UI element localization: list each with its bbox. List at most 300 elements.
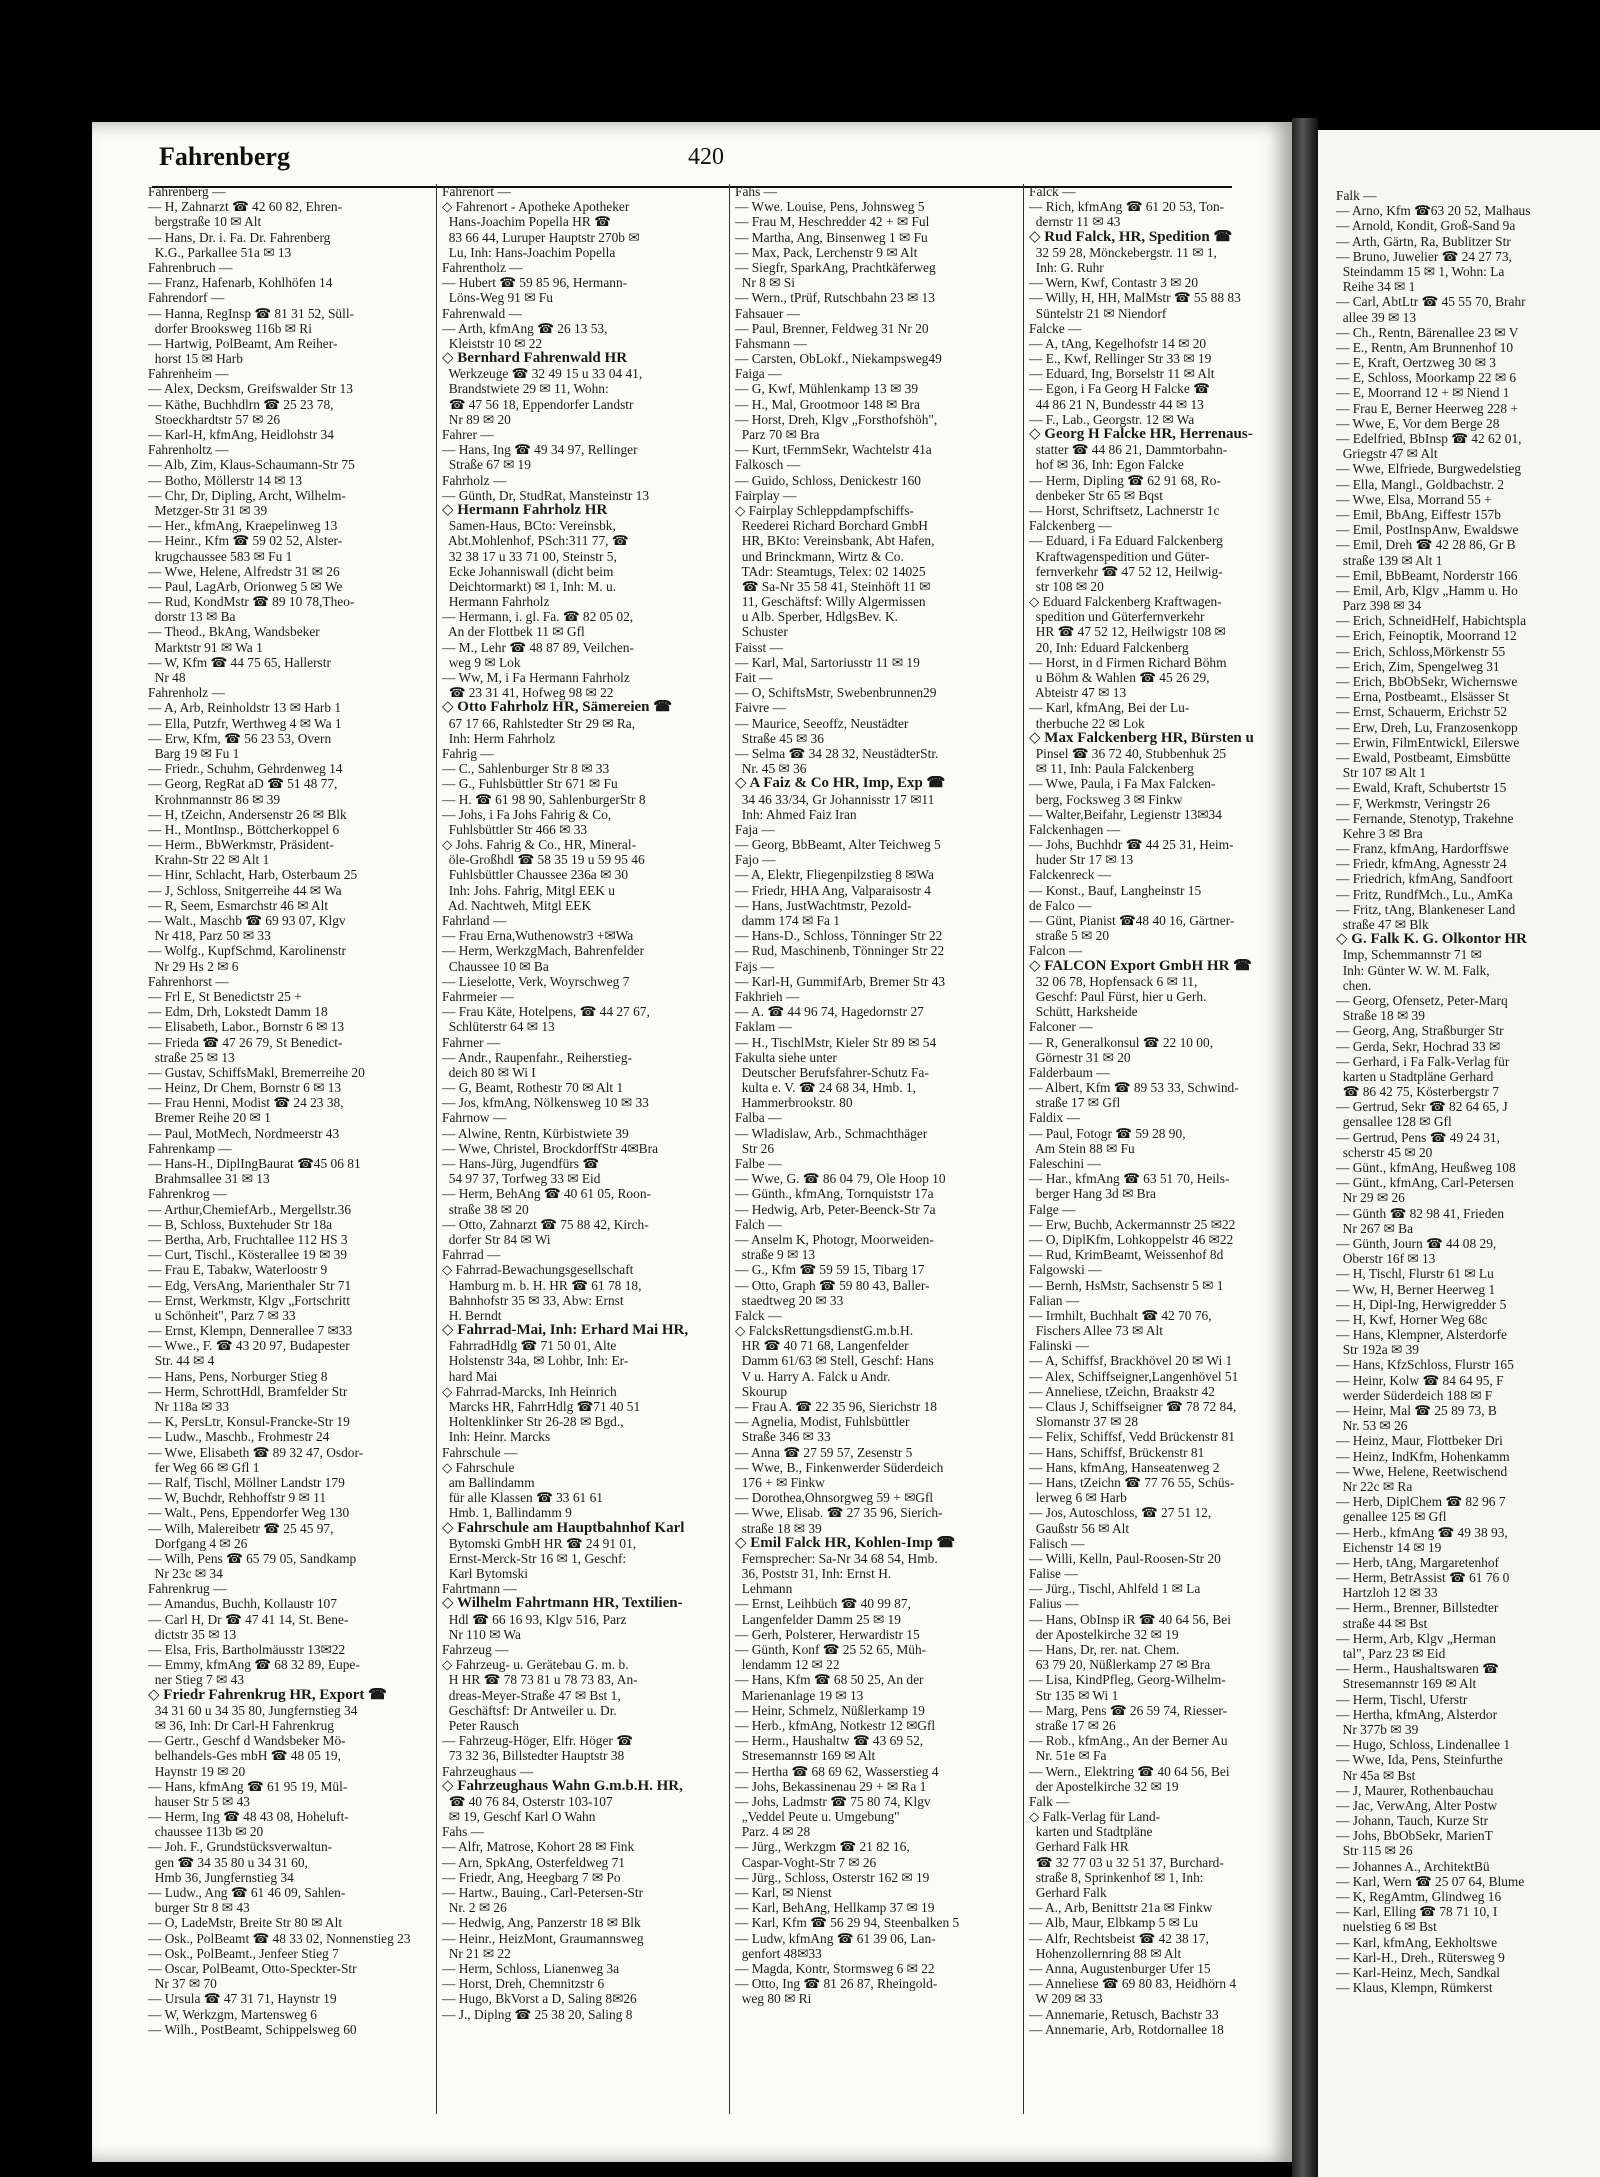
page-header — [92, 142, 1292, 182]
directory-entry-line: 34 46 33/34, Gr Johannisstr 17 ✉11 — [735, 791, 935, 807]
directory-entry-line: — Edm, Drh, Lokstedt Damm 18 — [148, 1004, 328, 1020]
directory-entry-line: — Jürg., Werkzgm ☎ 21 82 16, — [735, 1839, 910, 1855]
directory-entry-line: Straße 45 ✉ 36 — [735, 730, 824, 746]
directory-entry-line: Fuhlsbüttler Str 466 ✉ 33 — [442, 821, 588, 837]
directory-entry-line: Fahrenhorst — — [148, 973, 229, 989]
directory-entry-line: Bremer Reihe 20 ✉ 1 — [148, 1110, 271, 1126]
directory-entry-line: — Anna, Augustenburger Ufer 15 — [1029, 1960, 1211, 1976]
directory-entry-line: ☎ 47 56 18, Eppendorfer Landstr — [442, 396, 634, 412]
directory-entry-line: An der Flottbek 11 ✉ Gfl — [442, 624, 585, 640]
directory-entry-line: — Otto, Ing ☎ 81 26 87, Rheingold- — [735, 1976, 938, 1992]
directory-entry-line: Abteistr 47 ✉ 13 — [1029, 685, 1127, 701]
directory-entry-line: — H, tZeichn, Andersenstr 26 ✉ Blk — [148, 806, 347, 822]
directory-entry-line: Falckenberg — — [1029, 518, 1112, 534]
directory-entry-line: u Böhm & Wahlen ☎ 45 26 29, — [1029, 670, 1210, 685]
directory-entry-line: — Her., kfmAng, Kraepelinweg 13 — [148, 518, 338, 534]
directory-entry-line: — Heinr, Schmelz, Nüßlerkamp 19 — [735, 1702, 925, 1718]
directory-entry-line: — Marg, Pens ☎ 26 59 74, Riesser- — [1029, 1702, 1228, 1718]
directory-entry-line: 44 86 21 N, Bundesstr 44 ✉ 13 — [1029, 396, 1204, 412]
directory-entry-line: — F., Lab., Georgstr. 12 ✉ Wa — [1029, 411, 1195, 427]
directory-entry-line: Krahn-Str 22 ✉ Alt 1 — [148, 852, 270, 868]
directory-entry-line: Gerhard Falk — [1029, 1885, 1107, 1900]
directory-entry-line: — Albert, Kfm ☎ 89 53 33, Schwind- — [1029, 1080, 1239, 1096]
directory-entry-line: — Herm, Dipling ☎ 62 91 68, Ro- — [1029, 472, 1221, 488]
directory-entry-line: Stoeckhardtstr 57 ✉ 26 — [148, 411, 281, 427]
directory-entry-line: — Herm, SchrottHdl, Bramfelder Str — [148, 1383, 348, 1399]
directory-entry-line: — A., Arb, Benittstr 21a ✉ Finkw — [1029, 1900, 1213, 1916]
directory-entry-line: straße 9 ✉ 13 — [735, 1247, 816, 1263]
directory-entry-line: Inh: Günter W. W. M. Falk, — [1336, 962, 1490, 978]
directory-entry-line: — Walt., Pens, Eppendorfer Weg 130 — [148, 1505, 350, 1521]
directory-entry-line: Lehmann — [735, 1581, 793, 1597]
directory-entry-line: straße 47 ✉ Blk — [1336, 917, 1429, 932]
directory-entry-line: Bahnhofstr 35 ✉ 33, Abw: Ernst — [442, 1292, 624, 1308]
directory-entry-line: — Ernst, Klempn, Dennerallee 7 ✉33 — [148, 1323, 353, 1339]
directory-entry-line: — Erich, Zim, Spengelweg 31 — [1336, 658, 1500, 674]
directory-entry-line: Falius — — [1029, 1596, 1079, 1612]
directory-entry-line: — Wwe, Helene, Alfredstr 31 ✉ 26 — [148, 563, 340, 579]
directory-entry-line: Fahrholz — — [442, 472, 507, 488]
directory-entry-line: Fahrentholz — — [442, 259, 523, 275]
directory-entry-line: 176 + ✉ Finkw — [735, 1474, 825, 1490]
directory-entry-line: — Hans, JustWachtmstr, Pezold- — [735, 897, 912, 913]
column-divider — [729, 184, 730, 2114]
directory-entry-line: — Ch., Rentn, Bärenallee 23 ✉ V — [1336, 324, 1519, 340]
directory-entry-line: — Har., kfmAng ☎ 63 51 70, Heils- — [1029, 1171, 1230, 1187]
directory-entry-line: — H, Zahnarzt ☎ 42 60 82, Ehren- — [148, 199, 343, 215]
directory-entry-line: — Herm, Ing ☎ 48 43 08, Hoheluft- — [148, 1809, 349, 1825]
directory-entry-line: — Hans, Dr. i. Fa. Dr. Fahrenberg — [148, 229, 331, 245]
directory-entry-line: FahrradHdlg ☎ 71 50 01, Alte — [442, 1338, 617, 1354]
directory-entry-line: Bytomski GmbH HR ☎ 24 91 01, — [442, 1535, 637, 1551]
directory-entry-line: — Annemarie, Arb, Rotdornallee 18 — [1029, 2021, 1224, 2037]
directory-entry-line: — Ludw., Ang ☎ 61 46 09, Sahlen- — [148, 1885, 346, 1900]
directory-entry-line: 11, Geschäftsf: Willy Algermissen — [735, 594, 926, 610]
directory-entry-line: — Paul, Brenner, Feldweg 31 Nr 20 — [735, 320, 929, 336]
directory-entry-line: — O, DiplKfm, Lohkoppelstr 46 ✉22 — [1029, 1231, 1234, 1247]
directory-entry-line: — Fritz, RundfMch., Lu., AmKa — [1336, 886, 1513, 902]
directory-entry-line: — Ludw, kfmAng ☎ 61 39 06, Lan- — [735, 1930, 936, 1946]
directory-entry-line: — Heinr., Kfm ☎ 59 02 52, Alster- — [148, 533, 343, 549]
directory-entry-line: hof ✉ 36, Inh: Egon Falcke — [1029, 457, 1184, 473]
directory-entry-line: ✉ 11, Inh: Paula Falckenberg — [1029, 761, 1194, 777]
directory-entry-line: — Gerhard, i Fa Falk-Verlag für — [1336, 1053, 1510, 1069]
directory-entry-line: Nr 45a ✉ Bst — [1336, 1767, 1416, 1783]
directory-entry-line: — Dorothea,Ohnsorgweg 59 + ✉Gfl — [735, 1490, 934, 1506]
directory-entry-line: Gerhard Falk HR — [1029, 1839, 1129, 1855]
directory-entry-line: ◇ Hermann Fahrholz HR — [442, 502, 608, 518]
directory-entry-line: — Emil, PostInspAnw, Ewaldswe — [1336, 522, 1519, 538]
directory-entry-line: — G, Kwf, Mühlenkamp 13 ✉ 39 — [735, 381, 919, 397]
directory-entry-line: Fahrland — — [442, 913, 507, 928]
directory-entry-line: Brandstwiete 29 ✉ 11, Wohn: — [442, 381, 609, 397]
directory-entry-line: — J, Maurer, Rothenbauchau — [1336, 1782, 1494, 1798]
directory-entry-line: öle-Großhdl ☎ 58 35 19 u 59 95 46 — [442, 852, 645, 868]
directory-entry-line: krugchaussee 583 ✉ Fu 1 — [148, 548, 293, 564]
directory-entry-line: — Wern., tPrüf, Rutschbahn 23 ✉ 13 — [735, 290, 935, 306]
directory-entry-line: Nr 418, Parz 50 ✉ 33 — [148, 928, 271, 944]
directory-entry-line: straße 17 ✉ Gfl — [1029, 1095, 1121, 1111]
directory-entry-line: Inh: Heinr. Marcks — [442, 1429, 551, 1445]
directory-entry-line: — Elsa, Fris, Bartholmäusstr 13✉22 — [148, 1642, 346, 1657]
directory-entry-line: ◇ Friedr Fahrenkrug HR, Export ☎ — [148, 1687, 387, 1703]
directory-entry-line: Falbe — — [735, 1156, 782, 1171]
directory-entry-line: — Friedr, HHA Ang, Valparaisostr 4 — [735, 882, 931, 898]
directory-entry-line: Falckenreck — — [1029, 867, 1112, 883]
directory-entry-line: — Gertrud, Sekr ☎ 82 64 65, J — [1336, 1099, 1508, 1115]
directory-entry-line: — Wwe, Elisabeth ☎ 89 32 47, Osdor- — [148, 1444, 364, 1460]
directory-entry-line: — Gustav, SchiffsMakl, Bremerreihe 20 — [148, 1064, 365, 1080]
directory-entry-line: — W, Werkzgm, Martensweg 6 — [148, 2006, 318, 2022]
directory-entry-line: — Georg, BbBeamt, Alter Teichweg 5 — [735, 837, 941, 853]
directory-entry-line: Nr 118a ✉ 33 — [148, 1399, 230, 1414]
directory-entry-line: gen ☎ 34 35 80 u 34 31 60, — [148, 1854, 308, 1870]
directory-entry-line: Haynstr 19 ✉ 20 — [148, 1763, 246, 1779]
directory-entry-line: nuelstieg 6 ✉ Bst — [1336, 1919, 1437, 1935]
directory-entry-line: Nr 29 Hs 2 ✉ 6 — [148, 958, 239, 974]
directory-entry-line: Gaußstr 56 ✉ Alt — [1029, 1520, 1130, 1536]
directory-entry-line: Falge — — [1029, 1201, 1076, 1217]
directory-entry-line: — H, Dipl-Ing, Herwigredder 5 — [1336, 1296, 1507, 1312]
directory-entry-line: — Wwe, E, Vor dem Berge 28 — [1336, 415, 1500, 431]
directory-entry-line: — Hans, tZeichn ☎ 77 76 55, Schüs- — [1029, 1474, 1235, 1490]
directory-entry-line: — Herm, BetrAssist ☎ 61 76 0 — [1336, 1570, 1510, 1586]
directory-entry-line: Stresemannstr 169 ✉ Alt — [1336, 1676, 1477, 1692]
directory-entry-line: straße 44 ✉ Bst — [1336, 1615, 1428, 1631]
directory-entry-line: Fakulta siehe unter — [735, 1049, 837, 1065]
directory-entry-line: — Ella, Mangl., Goldbachstr. 2 — [1336, 476, 1505, 492]
directory-entry-line: Kleiststr 10 ✉ 22 — [442, 335, 543, 351]
directory-entry-line: Reihe 34 ✉ 1 — [1336, 279, 1416, 295]
column-2 — [442, 184, 725, 2022]
column-divider — [1023, 184, 1024, 2114]
directory-entry-line: u Alb. Sperber, HdlgsBev. K. — [735, 609, 898, 625]
directory-entry-line: — Hans, KfzSchloss, Flurstr 165 — [1336, 1357, 1514, 1373]
directory-entry-line: Abt.Mohlenhof, PSch:311 77, ☎ — [442, 533, 629, 549]
directory-entry-line: — Frau M, Heschredder 42 + ✉ Ful — [735, 214, 930, 230]
directory-entry-line: — Emil, BbAng, Eiffestr 157b — [1336, 506, 1501, 522]
directory-entry-line: straße 38 ✉ 20 — [442, 1201, 529, 1217]
directory-entry-line: Hermann Fahrholz — [442, 594, 550, 610]
directory-entry-line: — K, PersLtr, Konsul-Francke-Str 19 — [148, 1414, 350, 1430]
directory-entry-line: Str 26 — [735, 1140, 775, 1156]
directory-entry-line: Fahrenort — — [442, 184, 511, 199]
directory-entry-line: Falcon — — [1029, 943, 1083, 959]
directory-entry-line: — H. ☎ 61 98 90, SahlenburgerStr 8 — [442, 791, 646, 807]
directory-entry-line: — Günt., kfmAng, Heußweg 108 — [1336, 1160, 1516, 1175]
directory-entry-line: — Johs, i Fa Johs Fahrig & Co, — [442, 806, 612, 822]
directory-entry-line: — H., Mal, Grootmoor 148 ✉ Bra — [735, 396, 920, 412]
directory-entry-line: — Annemarie, Retusch, Bachstr 33 — [1029, 2006, 1219, 2022]
directory-entry-line: — Edg, VersAng, Marienthaler Str 71 — [148, 1277, 352, 1293]
directory-entry-line: — Joh. F., Grundstücksverwaltun- — [148, 1839, 333, 1855]
directory-entry-line: Fahrner — — [442, 1034, 501, 1050]
directory-entry-line: — Gerda, Sekr, Hochrad 33 ✉ — [1336, 1038, 1501, 1054]
directory-entry-line: gensallee 128 ✉ Gfl — [1336, 1114, 1452, 1130]
directory-entry-line: — Erich, BbObSekr, Wichernswe — [1336, 674, 1518, 689]
directory-entry-line: — A, Elektr, Fliegenpilzstieg 8 ✉Wa — [735, 867, 934, 883]
directory-entry-line: straße 5 ✉ 20 — [1029, 928, 1110, 944]
directory-entry-line: — Herm, Arb, Klgv „Herman — [1336, 1630, 1496, 1646]
directory-entry-line: Schütt, Harksheide — [1029, 1004, 1138, 1020]
directory-entry-line: — E, Moorrand 12 + ✉ Niend 1 — [1336, 385, 1510, 401]
directory-entry-line: — Carsten, ObLokf., Niekampsweg49 — [735, 351, 942, 367]
directory-entry-line: ◇ Georg H Falcke HR, Herrenaus- — [1029, 427, 1253, 442]
directory-entry-line: Falian — — [1029, 1292, 1080, 1308]
directory-entry-line: — Herm, BehAng ☎ 40 61 05, Roon- — [442, 1186, 651, 1202]
directory-entry-line: Falba — — [735, 1110, 782, 1126]
directory-entry-line: Fairplay — — [735, 487, 797, 503]
directory-entry-line: ◇ Fahrschule — [442, 1459, 515, 1475]
directory-entry-line: — Hinr, Schlacht, Harb, Osterbaum 25 — [148, 867, 358, 883]
directory-entry-line: — Käthe, Buchhdlrn ☎ 25 23 78, — [148, 396, 334, 412]
directory-entry-line: — Horst, Dreh, Klgv „Forsthofshöh", — [735, 411, 938, 427]
directory-entry-line: — Georg, Ofensetz, Peter-Marq — [1336, 992, 1508, 1008]
directory-entry-line: — Arn, SpkAng, Osterfeldweg 71 — [442, 1854, 625, 1870]
directory-entry-line: Fahrenholz — — [148, 685, 225, 701]
directory-entry-line: — Wwe, Paula, i Fa Max Falcken- — [1029, 776, 1216, 792]
directory-entry-line: — Wwe, G. ☎ 86 04 79, Ole Hoop 10 — [735, 1171, 946, 1187]
directory-entry-line: — Guido, Schloss, Denickestr 160 — [735, 472, 921, 488]
directory-entry-line: Hmb. 1, Ballindamm 9 — [442, 1505, 572, 1521]
directory-entry-line: spedition und Güterfernverkehr — [1029, 609, 1205, 625]
directory-entry-line: — Bertha, Arb, Fruchtallee 112 HS 3 — [148, 1231, 348, 1247]
directory-entry-line: — Wilh., PostBeamt, Schippelsweg 60 — [148, 2021, 357, 2037]
directory-entry-line: straße 25 ✉ 13 — [148, 1049, 235, 1065]
directory-entry-line: Fahrer — — [442, 427, 494, 442]
directory-entry-line: 32 06 78, Hopfensack 6 ✉ 11, — [1029, 973, 1198, 989]
directory-entry-line: — Ewald, Kraft, Schubertstr 15 — [1336, 780, 1507, 796]
directory-entry-line: — Frau A. ☎ 22 35 96, Sierichstr 18 — [735, 1399, 937, 1414]
directory-entry-line: — Ralf, Tischl, Möllner Landstr 179 — [148, 1474, 345, 1490]
directory-entry-line: Slomanstr 37 ✉ 28 — [1029, 1414, 1139, 1430]
directory-entry-line: — Edelfried, BbInsp ☎ 42 62 01, — [1336, 431, 1522, 446]
directory-entry-line: — Hans-Jürg, Jugendfürs ☎ — [442, 1156, 600, 1171]
directory-entry-line: weg 80 ✉ Ri — [735, 1991, 812, 2007]
directory-entry-line: Fahrenkamp — — [148, 1140, 232, 1156]
directory-entry-line: Falinski — — [1029, 1338, 1089, 1354]
directory-entry-line: — Johs, BbObSekr, MarienT — [1336, 1828, 1493, 1844]
directory-entry-line: — F, Werkmstr, Veringstr 26 — [1336, 795, 1490, 811]
directory-entry-line: — Alfr, Rechtsbeist ☎ 42 38 17, — [1029, 1930, 1209, 1946]
directory-entry-line: — Karl-H, GummifArb, Bremer Str 43 — [735, 973, 946, 989]
directory-entry-line: — Johs, Buchhdr ☎ 44 25 31, Heim- — [1029, 837, 1234, 853]
directory-entry-line: — Anna ☎ 27 59 57, Zesenstr 5 — [735, 1444, 913, 1460]
directory-entry-line: — Wwe, Helene, Reetwischend — [1336, 1463, 1508, 1479]
directory-entry-line: — Theod., BkAng, Wandsbeker — [148, 624, 320, 640]
directory-entry-line: — Ww, H, Berner Heerweg 1 — [1336, 1281, 1496, 1297]
directory-entry-line: Geschäftsf: Dr Antweiler u. Dr. — [442, 1702, 617, 1718]
directory-entry-line: Parz 70 ✉ Bra — [735, 427, 820, 442]
directory-entry-line: — Herb., kfmAng, Notkestr 12 ✉Gfl — [735, 1717, 936, 1733]
directory-entry-line: Hartzloh 12 ✉ 33 — [1336, 1585, 1438, 1601]
directory-entry-line: Nr 37 ✉ 70 — [148, 1976, 217, 1992]
directory-entry-line: — Frau Erna,Wuthenowstr3 +✉Wa — [442, 928, 634, 944]
directory-entry-line: — Erw, Buchb, Ackermannstr 25 ✉22 — [1029, 1216, 1236, 1232]
directory-entry-line: — Wwe, Elsa, Morrand 55 + — [1336, 491, 1492, 507]
directory-entry-line: — Hans, Kfm ☎ 68 50 25, An der — [735, 1672, 924, 1688]
facing-page — [1318, 130, 1600, 2177]
directory-entry-line: Kraftwagenspedition und Güter- — [1029, 548, 1210, 564]
directory-entry-line: — O, LadeMstr, Breite Str 80 ✉ Alt — [148, 1915, 343, 1931]
directory-entry-line: — H., TischlMstr, Kieler Str 89 ✉ 54 — [735, 1034, 937, 1050]
directory-entry-line: chen. — [1336, 977, 1372, 993]
directory-entry-line: — Rud, KondMstr ☎ 89 10 78,Theo- — [148, 594, 355, 610]
directory-entry-line: — Herm, Schloss, Lianenweg 3a — [442, 1960, 620, 1976]
directory-entry-line: — Oscar, PolBeamt, Otto-Speckter-Str — [148, 1960, 357, 1976]
directory-entry-line: — Emmy, kfmAng ☎ 68 32 89, Eupe- — [148, 1657, 360, 1673]
directory-entry-line: ner Stieg 7 ✉ 43 — [148, 1672, 245, 1688]
directory-entry-line: — Paul, MotMech, Nordmeerstr 43 — [148, 1125, 340, 1141]
directory-entry-line: — Johs, Ladmstr ☎ 75 80 74, Klgv — [735, 1793, 931, 1809]
directory-entry-line: — Günth, Konf ☎ 25 52 65, Müh- — [735, 1642, 927, 1657]
directory-entry-line: — Paul, LagArb, Orionweg 5 ✉ We — [148, 578, 343, 594]
directory-entry-line: — Alwine, Rentn, Kürbistwiete 39 — [442, 1125, 629, 1141]
directory-entry-line: Fahrschule — — [442, 1444, 518, 1460]
directory-entry-line: — Felix, Schiffsf, Vedd Brückenstr 81 — [1029, 1429, 1235, 1445]
directory-entry-line: — Amandus, Buchh, Kollaustr 107 — [148, 1596, 337, 1612]
directory-entry-line: 83 66 44, Luruper Hauptstr 270b ✉ — [442, 229, 640, 245]
directory-entry-line: ◇ Fahrenort - Apotheke Apotheker — [442, 199, 630, 215]
directory-entry-line: Straße 346 ✉ 33 — [735, 1429, 831, 1445]
directory-entry-line: — Frl E, St Benedictstr 25 + — [148, 988, 302, 1004]
directory-entry-line: — Frieda ☎ 47 26 79, St Benedict- — [148, 1034, 343, 1050]
directory-entry-line: Marcks HR, FahrrHdlg ☎71 40 51 — [442, 1399, 641, 1414]
directory-entry-line: — Friedr, kfmAng, Agnesstr 24 — [1336, 856, 1507, 872]
directory-entry-line: — Heinz, Maur, Flottbeker Dri — [1336, 1433, 1503, 1449]
directory-entry-line: — Wwe, Elfriede, Burgwedelstieg — [1336, 461, 1522, 477]
directory-entry-line: — Hans, kfmAng ☎ 61 95 19, Mül- — [148, 1778, 348, 1794]
directory-entry-line: Fahrenwald — — [442, 305, 522, 321]
directory-entry-line: — Rob., kfmAng., An der Berner Au — [1029, 1733, 1228, 1749]
directory-entry-line: Fahrenholtz — — [148, 442, 229, 458]
directory-entry-line: Falderbaum — — [1029, 1064, 1110, 1080]
directory-entry-line: — O, SchiftsMstr, Swebenbrunnen29 — [735, 685, 937, 701]
directory-entry-line: — Friedr, Ang, Heegbarg 7 ✉ Po — [442, 1869, 621, 1885]
directory-entry-line: Nr 21 ✉ 22 — [442, 1945, 511, 1961]
directory-entry-line: — Günt., kfmAng, Carl-Petersen — [1336, 1175, 1514, 1191]
directory-entry-line: Faiga — — [735, 366, 782, 382]
directory-entry-line: — B, Schloss, Buxtehuder Str 18a — [148, 1216, 333, 1232]
directory-entry-line: Chaussee 10 ✉ Ba — [442, 958, 549, 974]
directory-entry-line: Reederei Richard Borchard GmbH — [735, 518, 928, 534]
directory-entry-line: — Fernande, Stenotyp, Trakehne — [1336, 810, 1514, 826]
directory-entry-line: — Ursula ☎ 47 31 71, Haynstr 19 — [148, 1991, 337, 2007]
directory-entry-line: — E, Kraft, Oertzweg 30 ✉ 3 — [1336, 355, 1496, 371]
directory-entry-line: — Frau E, Tabakw, Waterloostr 9 — [148, 1262, 328, 1278]
directory-entry-line: dernstr 11 ✉ 43 — [1029, 214, 1121, 230]
directory-entry-line: H HR ☎ 78 73 81 u 78 73 83, An- — [442, 1672, 638, 1688]
directory-entry-line: Holtenklinker Str 26-28 ✉ Bgd., — [442, 1414, 624, 1430]
directory-entry-line: karten u Stadtpläne Gerhard — [1336, 1068, 1494, 1084]
directory-entry-line: Fahs — — [735, 184, 778, 199]
directory-entry-line: — Herm, WerkzgMach, Bahrenfelder — [442, 943, 645, 959]
directory-entry-line: — Anselm K, Photogr, Moorweiden- — [735, 1231, 934, 1247]
directory-entry-line: Ecke Johanniswall (dicht beim — [442, 563, 614, 579]
directory-entry-line: Nr 22c ✉ Ra — [1336, 1478, 1413, 1494]
directory-entry-line: — H, Tischl, Flurstr 61 ✉ Lu — [1336, 1266, 1494, 1282]
directory-entry-line: — Günth, Journ ☎ 44 08 29, — [1336, 1235, 1497, 1251]
directory-entry-line: — Hedwig, Arb, Peter-Beenck-Str 7a — [735, 1201, 936, 1217]
directory-entry-line: — Friedr., Schuhm, Gehrdenweg 14 — [148, 761, 343, 777]
directory-entry-line: — Hedwig, Ang, Panzerstr 18 ✉ Blk — [442, 1915, 641, 1931]
directory-entry-line: — Karl-H, kfmAng, Heidlohstr 34 — [148, 427, 334, 442]
directory-entry-line: — Herm., Haushaltswaren ☎ — [1336, 1661, 1499, 1677]
directory-entry-line: ◇ A Faiz & Co HR, Imp, Exp ☎ — [735, 776, 946, 792]
directory-entry-line: Fahsauer — — [735, 305, 801, 321]
directory-entry-line: Fahrenberg — — [148, 184, 226, 199]
directory-entry-line: scherstr 45 ✉ 20 — [1336, 1144, 1433, 1160]
directory-entry-line: Geschf: Paul Fürst, hier u Gerh. — [1029, 988, 1207, 1004]
directory-entry-line: — E., Rentn, Am Brunnenhof 10 — [1336, 339, 1514, 355]
directory-entry-line: Falch — — [735, 1216, 782, 1232]
directory-entry-line: — Irmhilt, Buchhalt ☎ 42 70 76, — [1029, 1307, 1212, 1323]
directory-entry-line: — Magda, Kontr, Stormsweg 6 ✉ 22 — [735, 1960, 935, 1976]
directory-entry-line: Fahrmeier — — [442, 988, 514, 1004]
directory-entry-line: — Emil, BbBeamt, Norderstr 166 — [1336, 567, 1518, 583]
directory-entry-line: — H, Kwf, Horner Weg 68c — [1336, 1311, 1488, 1327]
directory-entry-line: — Jos, kfmAng, Nölkensweg 10 ✉ 33 — [442, 1095, 649, 1111]
directory-entry-line: — Hartw., Bauing., Carl-Petersen-Str — [442, 1885, 644, 1900]
directory-entry-line: — J, Schloss, Snitgerreihe 44 ✉ Wa — [148, 882, 342, 898]
directory-entry-line: Fahrenbruch — — [148, 259, 233, 275]
directory-entry-line: — Hertha ☎ 68 69 62, Wasserstieg 4 — [735, 1763, 939, 1779]
directory-entry-line: — Emil, Arb, Klgv „Hamm u. Ho — [1336, 582, 1518, 598]
directory-entry-line: belhandels-Ges mbH ☎ 48 05 19, — [148, 1748, 341, 1764]
directory-entry-line: — Konst., Bauf, Langheinstr 15 — [1029, 882, 1202, 898]
directory-entry-line: — Horst, Dreh, Chemnitzstr 6 — [442, 1976, 605, 1992]
directory-entry-line: für alle Klassen ☎ 33 61 61 — [442, 1490, 603, 1506]
directory-entry-line: Falck — — [735, 1307, 782, 1323]
directory-entry-line: Dorfgang 4 ✉ 26 — [148, 1535, 248, 1551]
directory-entry-line: — W, Kfm ☎ 44 75 65, Hallerstr — [148, 654, 331, 670]
directory-entry-line: Falkosch — — [735, 457, 801, 473]
directory-entry-line: Griegstr 47 ✉ Alt — [1336, 446, 1438, 462]
directory-entry-line: ◇ Otto Fahrholz HR, Sämereien ☎ — [442, 700, 672, 716]
directory-entry-line: — Hans-D., Schloss, Tönninger Str 22 — [735, 928, 943, 944]
directory-entry-line: — Günt, Pianist ☎48 40 16, Gärtner- — [1029, 913, 1235, 928]
directory-entry-line: — Frau E, Berner Heerweg 228 + — [1336, 400, 1518, 416]
directory-entry-line: — Klaus, Klempn, Rümkerst — [1336, 1980, 1493, 1996]
directory-entry-line: genallee 125 ✉ Gfl — [1336, 1509, 1447, 1525]
directory-entry-line: ◇ Eduard Falckenberg Kraftwagen- — [1029, 594, 1222, 610]
directory-entry-line: Schlüterstr 64 ✉ 13 — [442, 1019, 555, 1035]
directory-entry-line: — Erich, Feinoptik, Moorrand 12 — [1336, 628, 1517, 644]
directory-entry-line: — Kurt, tFernmSekr, Wachtelstr 41a — [735, 442, 932, 458]
directory-entry-line: — Hubert ☎ 59 85 96, Hermann- — [442, 275, 628, 291]
directory-entry-line: fernverkehr ☎ 47 52 12, Heilwig- — [1029, 563, 1223, 579]
directory-entry-line: Nr 267 ✉ Ba — [1336, 1220, 1414, 1236]
directory-entry-line: — Max, Pack, Lerchenstr 9 ✉ Alt — [735, 244, 918, 260]
directory-entry-line: — Franz, kfmAng, Hardorffswe — [1336, 841, 1509, 857]
directory-entry-line: 20, Inh: Eduard Falckenberg — [1029, 639, 1189, 655]
directory-entry-line: — G, Beamt, Rothestr 70 ✉ Alt 1 — [442, 1080, 624, 1096]
directory-entry-line: — Karl-H., Dreh., Rütersweg 9 — [1336, 1949, 1505, 1965]
directory-entry-line: Str 135 ✉ Wi 1 — [1029, 1687, 1119, 1703]
directory-entry-line: Eichenstr 14 ✉ 19 — [1336, 1539, 1442, 1555]
directory-entry-line: — Jürg., Tischl, Ahlfeld 1 ✉ La — [1029, 1581, 1201, 1597]
directory-entry-line: Falckenhagen — — [1029, 821, 1121, 837]
directory-entry-line: Nr 29 ✉ 26 — [1336, 1190, 1405, 1206]
running-head: Fahrenberg — [159, 142, 290, 171]
page-number: 420 — [688, 144, 724, 170]
directory-entry-line: — Hans, Klempner, Alsterdorfe — [1336, 1327, 1507, 1343]
directory-entry-line: Straße 67 ✉ 19 — [442, 457, 531, 473]
directory-entry-line: werder Süderdeich 188 ✉ F — [1336, 1387, 1493, 1403]
directory-entry-line: — Georg, RegRat aD ☎ 51 48 77, — [148, 776, 338, 792]
directory-entry-line: Nr 23c ✉ 34 — [148, 1566, 223, 1582]
directory-entry-line: Inh: G. Ruhr — [1029, 259, 1104, 275]
